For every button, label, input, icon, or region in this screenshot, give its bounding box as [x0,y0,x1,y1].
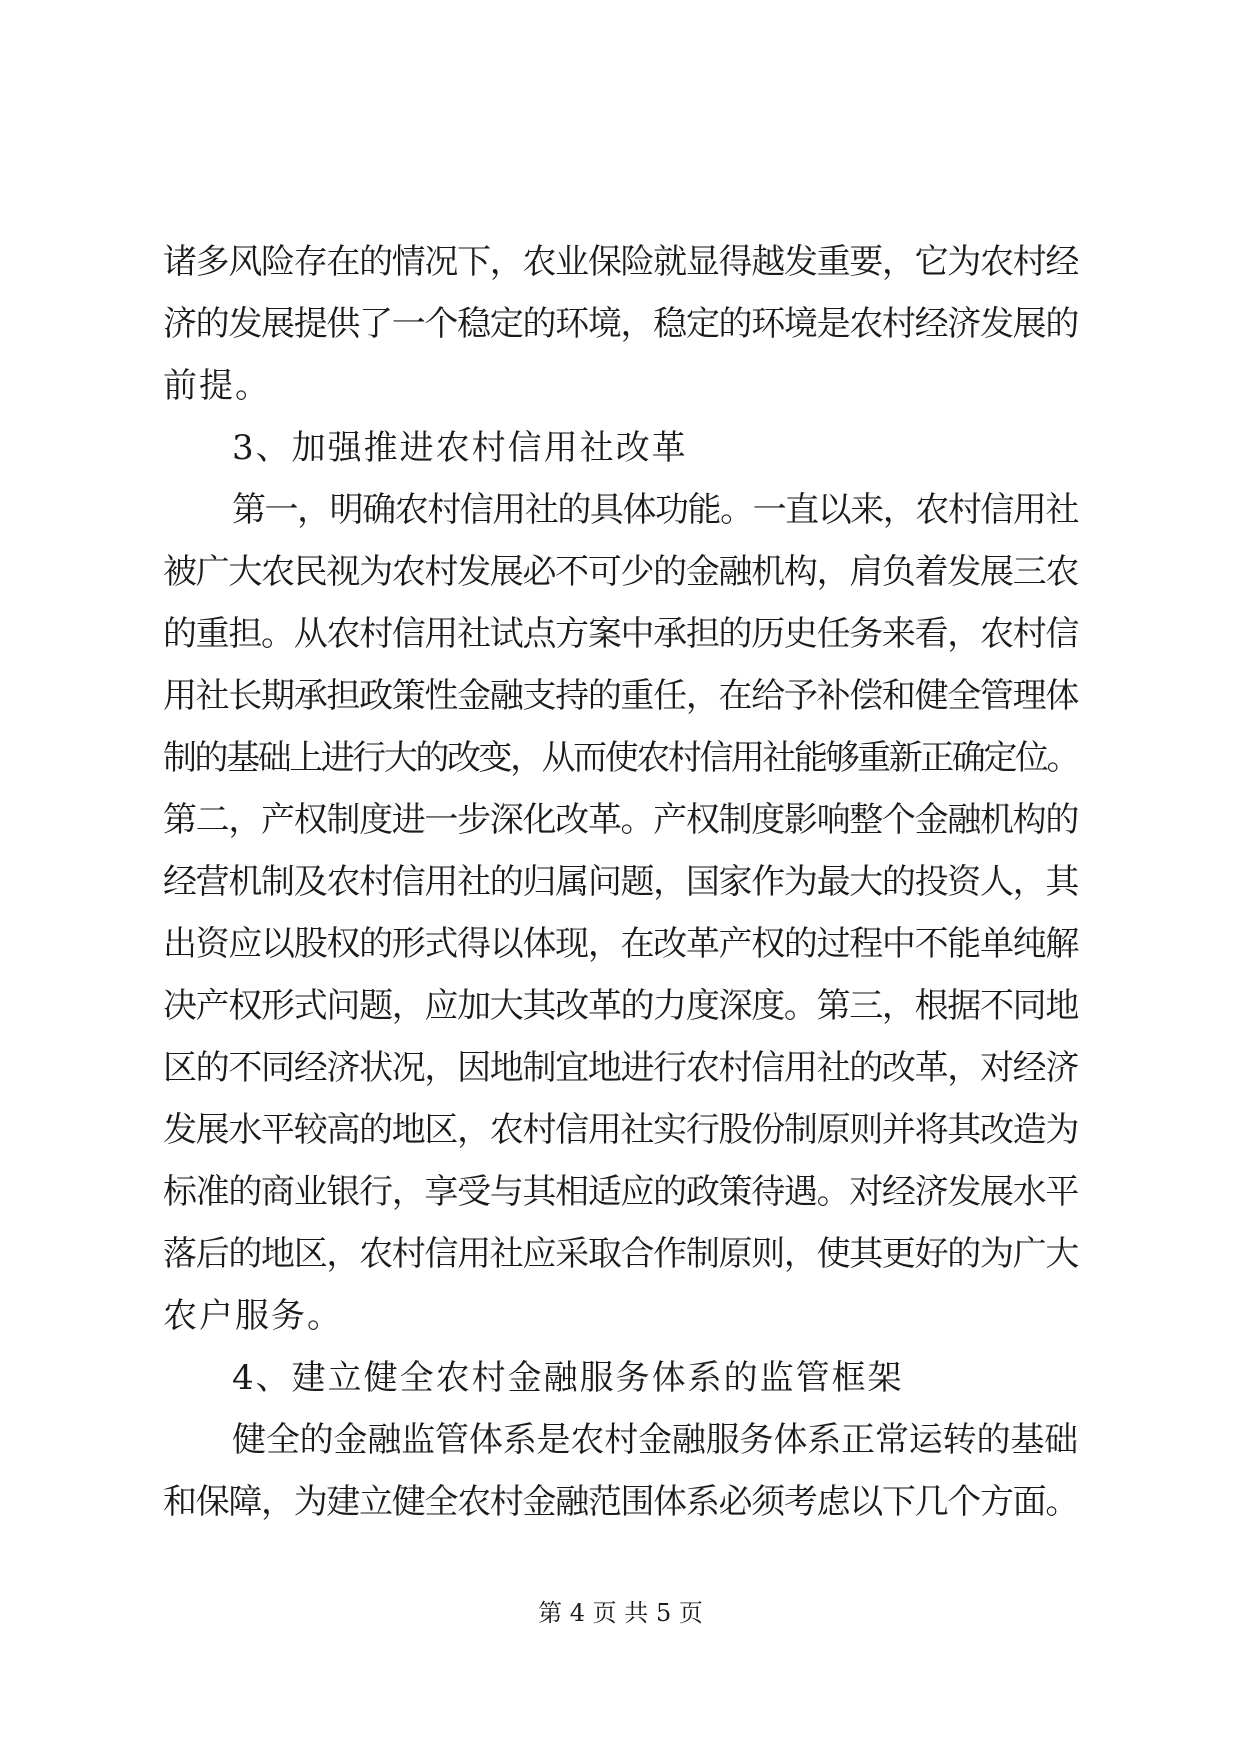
text-line: 第一，明确农村信用社的具体功能。一直以来，农村信用社 [232,490,1078,530]
text-line: 标准的商业银行，享受与其相适应的政策待遇。对经济发展水平 [163,1172,1078,1212]
page-number-footer: 第 4 页 共 5 页 [538,1599,703,1627]
section-heading: 3、加强推进农村信用社改革 [232,428,688,468]
text-line: 经营机制及农村信用社的归属问题，国家作为最大的投资人，其 [163,862,1078,902]
text-line: 用社长期承担政策性金融支持的重任，在给予补偿和健全管理体 [163,676,1078,716]
text-line: 第二，产权制度进一步深化改革。产权制度影响整个金融机构的 [163,800,1078,840]
text-line: 发展水平较高的地区，农村信用社实行股份制原则并将其改造为 [163,1110,1078,1150]
text-line: 前提。 [163,366,271,406]
text-line: 决产权形式问题，应加大其改革的力度深度。第三，根据不同地 [163,986,1078,1026]
section-heading: 4、建立健全农村金融服务体系的监管框架 [232,1358,904,1398]
text-line: 的重担。从农村信用社试点方案中承担的历史任务来看，农村信 [163,614,1078,654]
text-line: 诸多风险存在的情况下，农业保险就显得越发重要，它为农村经 [163,242,1078,282]
text-line: 济的发展提供了一个稳定的环境，稳定的环境是农村经济发展的 [163,304,1078,344]
text-line: 健全的金融监管体系是农村金融服务体系正常运转的基础 [232,1420,1078,1460]
text-line: 区的不同经济状况，因地制宜地进行农村信用社的改革，对经济 [163,1048,1078,1088]
text-line: 农户服务。 [163,1296,343,1336]
text-line: 被广大农民视为农村发展必不可少的金融机构，肩负着发展三农 [163,552,1078,592]
text-line: 和保障，为建立健全农村金融范围体系必须考虑以下几个方面。 [163,1482,1078,1522]
text-line: 落后的地区，农村信用社应采取合作制原则，使其更好的为广大 [163,1234,1078,1274]
text-line: 制的基础上进行大的改变，从而使农村信用社能够重新正确定位。 [163,738,1078,778]
text-line: 出资应以股权的形式得以体现，在改革产权的过程中不能单纯解 [163,924,1078,964]
